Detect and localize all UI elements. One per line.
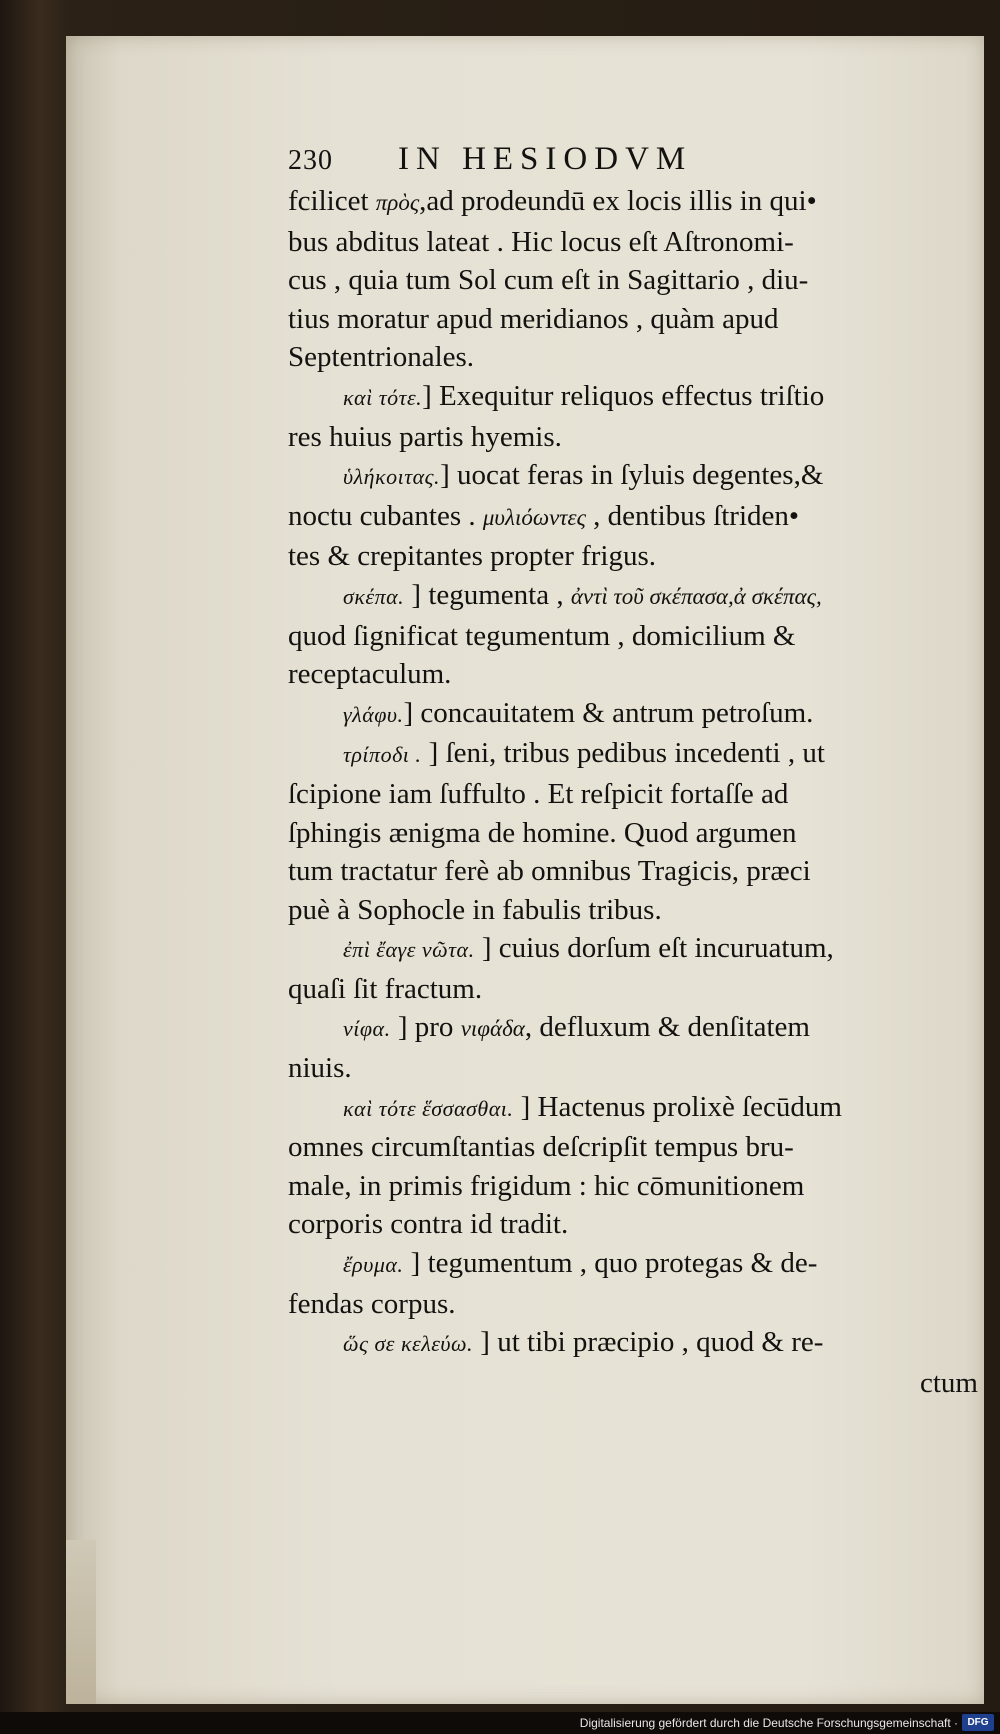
latin-text: ] tegumentum , quo protegas & de- — [403, 1247, 818, 1280]
text-line — [288, 775, 978, 814]
text-line — [288, 1049, 978, 1088]
text-line — [288, 970, 978, 1009]
greek-lemma: ἔρυμα. — [343, 1252, 404, 1278]
text-line — [288, 261, 978, 300]
latin-text: ] Hactenus prolixè ſecūdum — [513, 1090, 842, 1123]
greek-lemma: ἐπὶ ἔαγε νῶτα. — [343, 937, 475, 963]
latin-text: res huius partis hyemis. — [288, 420, 562, 453]
text-line — [288, 1205, 978, 1244]
latin-text: fcilicet — [288, 185, 376, 217]
greek-lemma: ὥς σε κελεύω. — [343, 1331, 474, 1357]
text-line — [288, 1088, 978, 1129]
greek-lemma: νίφα. — [343, 1016, 391, 1042]
latin-text: corporis contra id tradit. — [288, 1208, 569, 1241]
page-header — [288, 140, 978, 180]
latin-text: ] ut tibi præcipio , quod & re- — [473, 1326, 824, 1359]
text-line — [288, 456, 978, 497]
commentary-body — [288, 182, 978, 1402]
text-line — [288, 1008, 978, 1049]
text-line — [288, 1285, 978, 1324]
text-line — [288, 655, 978, 694]
text-line — [288, 1167, 978, 1206]
commentary-paragraph — [288, 1244, 978, 1323]
latin-text: cus , quia tum Sol cum eſt in Sagittario , diu- — [288, 264, 809, 297]
digitization-credit: Digitalisierung gefördert durch die Deutsche Forschungsgemeinschaft · — [579, 1716, 958, 1730]
commentary-paragraph — [288, 182, 978, 377]
text-line — [288, 576, 978, 617]
latin-text: tum tractatur ferè ab omnibus Tragicis, præci — [288, 855, 811, 888]
latin-text: , dentibus ſtriden• — [585, 499, 800, 532]
latin-text: ] Exequitur reliquos effectus triſtio — [422, 379, 825, 412]
latin-text: ] uocat feras in ſyluis degentes,& — [440, 459, 824, 492]
greek-word: νιφάδα — [460, 1016, 525, 1042]
latin-text: ] cuius dorſum eſt incuruatum, — [474, 932, 834, 965]
text-line — [288, 694, 978, 735]
commentary-paragraph — [288, 1088, 978, 1244]
latin-text: tes & crepitantes propter frigus. — [288, 540, 657, 573]
text-line — [288, 223, 978, 262]
page-text — [288, 140, 978, 1402]
latin-text: quod ſignificat tegumentum , domicilium & — [288, 619, 796, 652]
commentary-paragraph — [288, 1008, 978, 1087]
greek-lemma: καὶ τότε ἕσσασθαι. — [343, 1095, 514, 1121]
latin-text: omnes circumſtantias deſcripſit tempus bru- — [288, 1131, 794, 1164]
commentary-paragraph — [288, 377, 978, 456]
latin-text: quaſi ſit fractum. — [288, 972, 483, 1005]
torn-page-edge — [66, 1540, 96, 1704]
latin-text: , defluxum & denſitatem — [524, 1011, 810, 1044]
latin-text: receptaculum. — [288, 658, 452, 691]
latin-text: ] tegumenta , — [404, 578, 571, 611]
commentary-paragraph — [288, 929, 978, 1008]
latin-text: bus abditus lateat . Hic locus eſt Aſtronomi- — [288, 225, 794, 258]
text-line — [288, 1244, 978, 1285]
text-line — [288, 537, 978, 576]
commentary-paragraph — [288, 576, 978, 694]
greek-word: μυλιόωντες — [482, 504, 586, 530]
latin-text: puè à Sophocle in fabulis tribus. — [288, 893, 662, 926]
latin-text: Septentrionales. — [288, 341, 475, 374]
text-line — [288, 1364, 978, 1403]
latin-text: ] concauitatem & antrum petroſum. — [403, 696, 814, 729]
greek-lemma: τρίποδι . — [343, 742, 422, 768]
text-line — [288, 814, 978, 853]
latin-text: niuis. — [288, 1052, 352, 1085]
greek-lemma: ὑλήκοιτας. — [343, 464, 441, 490]
commentary-paragraph — [288, 1323, 978, 1402]
text-line — [288, 617, 978, 656]
text-line — [288, 182, 978, 223]
latin-text: fendas corpus. — [288, 1287, 456, 1320]
commentary-paragraph — [288, 694, 978, 735]
latin-text: noctu cubantes . — [288, 499, 483, 532]
greek-word: ἀντὶ τοῦ σκέπασα,ἀ σκέπας, — [570, 583, 822, 609]
text-line — [288, 1323, 978, 1364]
dfg-logo: DFG — [962, 1714, 994, 1731]
latin-text: ſcipione iam ſuffulto . Et reſpicit fortaſſe ad — [288, 777, 789, 810]
text-line — [288, 418, 978, 457]
commentary-paragraph — [288, 456, 978, 576]
text-line — [288, 300, 978, 339]
greek-lemma: γλάφυ. — [343, 701, 404, 727]
text-line — [288, 338, 978, 377]
greek-lemma: καὶ τότε. — [343, 384, 423, 410]
page-number: 230 — [288, 145, 333, 176]
text-line — [288, 852, 978, 891]
latin-text: ſphingis ænigma de homine. Quod argumen — [288, 816, 797, 849]
latin-text: tius moratur apud meridianos , quàm apud — [288, 302, 779, 335]
latin-text: ] pro — [390, 1011, 461, 1044]
running-head: IN HESIODVM — [398, 141, 693, 177]
latin-text: ,ad prodeundū ex locis illis in qui• — [419, 185, 817, 217]
text-line — [288, 497, 978, 538]
latin-text: male, in primis frigidum : hic cōmunitionem — [288, 1169, 805, 1202]
text-line — [288, 929, 978, 970]
text-line — [288, 891, 978, 930]
text-line — [288, 1128, 978, 1167]
greek-lemma: σκέπα. — [343, 583, 405, 609]
commentary-paragraph — [288, 734, 978, 929]
text-line — [288, 377, 978, 418]
greek-word: πρὸς — [375, 190, 420, 215]
latin-text: ctum — [920, 1366, 978, 1399]
text-line — [288, 734, 978, 775]
latin-text: ] ſeni, tribus pedibus incedenti , ut — [421, 737, 825, 770]
